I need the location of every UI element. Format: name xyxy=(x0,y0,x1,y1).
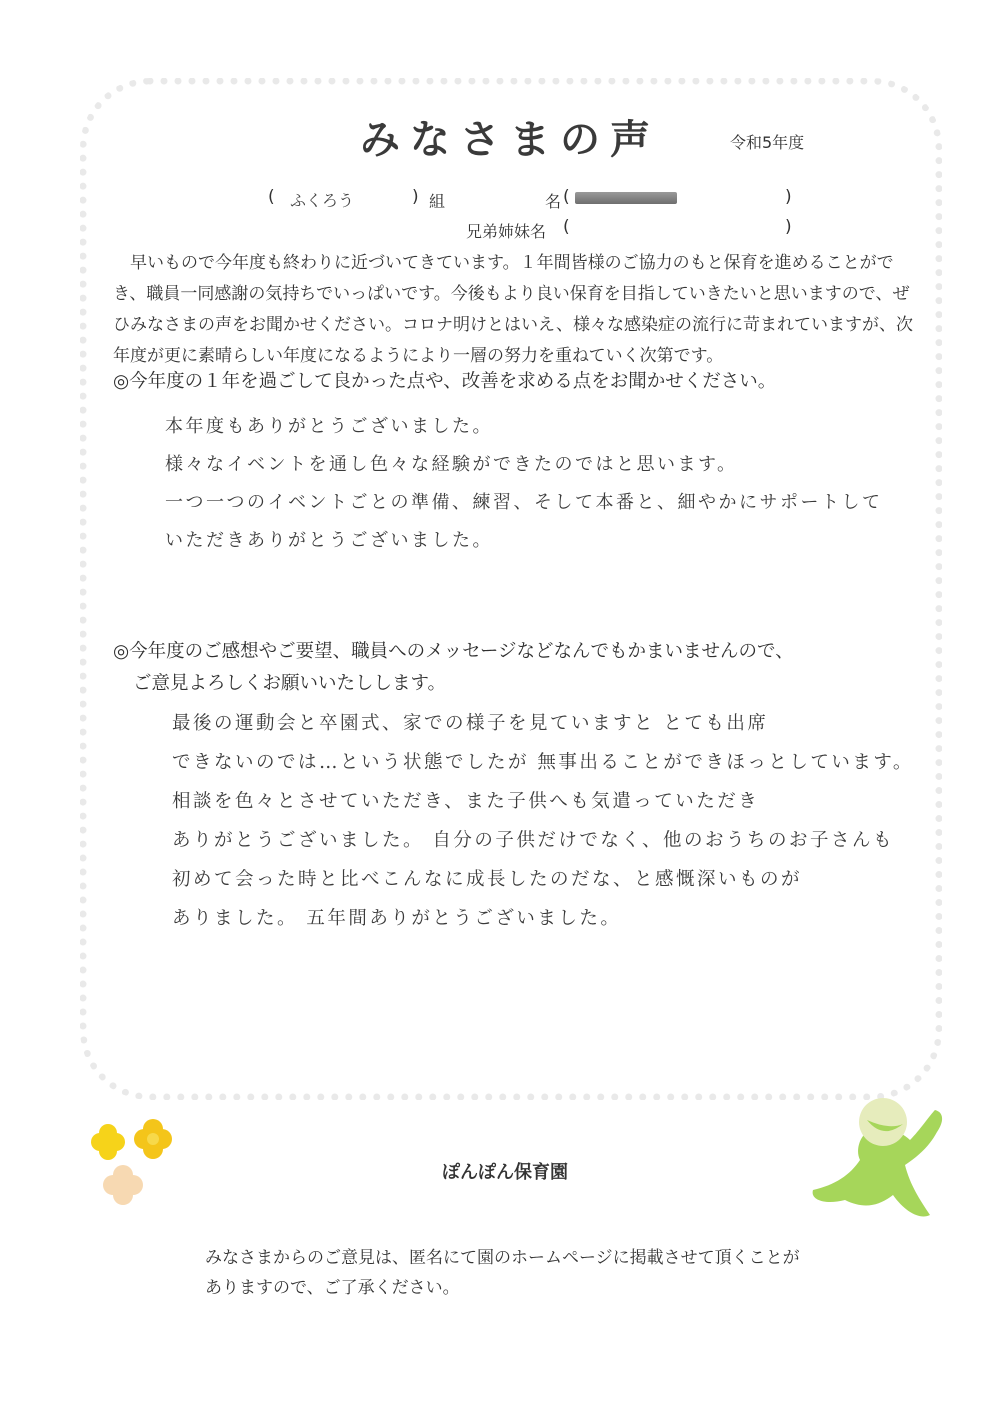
intro-paragraph: 早いもので今年度も終わりに近づいてきています。１年間皆様のご協力のもと保育を進めることができ、職員一同感謝の気持ちでいっぱいです。今後もより良い保育を目指していきたいと思いますので、ぜひみなさまの声をお聞かせください。コロナ明けとはいえ、様々な感染症の流行に苛まれていますが、次年度が更に素晴らしい年度になるようにより一層の努力を重ねていく次第です。 xyxy=(113,253,914,366)
answer-2-line: 相談を色々とさせていただき、また子供へも気遣っていただき xyxy=(172,791,760,812)
yellow-flower-icon xyxy=(134,1119,172,1159)
answer-2 xyxy=(172,704,914,938)
answer-1 xyxy=(165,408,883,560)
name-label: 名 xyxy=(545,192,562,211)
notice-line: ありますので、ご了承ください。 xyxy=(205,1278,460,1298)
mascot-icon xyxy=(813,1098,942,1216)
question-2-line: ◎今年度のご感想やご要望、職員へのメッセージなどなんでもかまいませんので、 xyxy=(113,641,794,662)
footer-notice xyxy=(205,1243,845,1303)
open-paren: ( xyxy=(563,217,570,237)
organization-name: ぽんぽん保育園 xyxy=(442,1162,568,1183)
answer-2-line: 初めて会った時と比べこんなに成長したのだな、と感慨深いものが xyxy=(172,869,803,890)
class-value: ふくろう xyxy=(290,191,355,210)
fiscal-year-label: 令和5年度 xyxy=(730,133,805,152)
answer-2-line: ありました。 五年間ありがとうございました。 xyxy=(172,908,622,929)
close-paren: ) xyxy=(412,187,419,207)
answer-1-line: いただきありがとうございました。 xyxy=(165,530,493,551)
close-paren: ) xyxy=(785,187,792,207)
answer-2-line: 最後の運動会と卒園式、家での様子を見ていますと とても出席 xyxy=(172,713,769,734)
peach-flower-icon xyxy=(103,1165,143,1205)
notice-line: みなさまからのご意見は、匿名にて園のホームページに掲載させて頂くことが xyxy=(205,1248,800,1268)
class-label: 組 xyxy=(429,192,446,211)
flowers-illustration xyxy=(80,1115,190,1225)
question-2-line: ご意見よろしくお願いいたしします。 xyxy=(133,673,447,694)
question-1: ◎今年度の１年を過ごして良かった点や、改善を求める点をお聞かせください。 xyxy=(113,371,777,392)
siblings-label: 兄弟姉妹名 xyxy=(466,222,547,241)
answer-1-line: 本年度もありがとうございました。 xyxy=(165,416,493,437)
answer-2-line: できないのでは…という状態でしたが 無事出ることができほっとしています。 xyxy=(172,752,914,773)
answer-1-line: 様々なイベントを通し色々な経験ができたのではと思います。 xyxy=(165,454,738,475)
close-paren: ) xyxy=(785,217,792,237)
open-paren: ( xyxy=(563,187,570,207)
page-title: みなさまの声 xyxy=(360,117,660,163)
answer-1-line: 一つ一つのイベントごとの準備、練習、そして本番と、細やかにサポートして xyxy=(165,492,883,513)
question-2 xyxy=(113,636,794,700)
mascot-illustration xyxy=(805,1090,950,1230)
open-paren: ( xyxy=(268,187,275,207)
yellow-flower-icon xyxy=(91,1124,125,1160)
answer-2-line: ありがとうございました。 自分の子供だけでなく、他のおうちのお子さんも xyxy=(172,830,895,851)
redacted-name xyxy=(575,192,677,204)
